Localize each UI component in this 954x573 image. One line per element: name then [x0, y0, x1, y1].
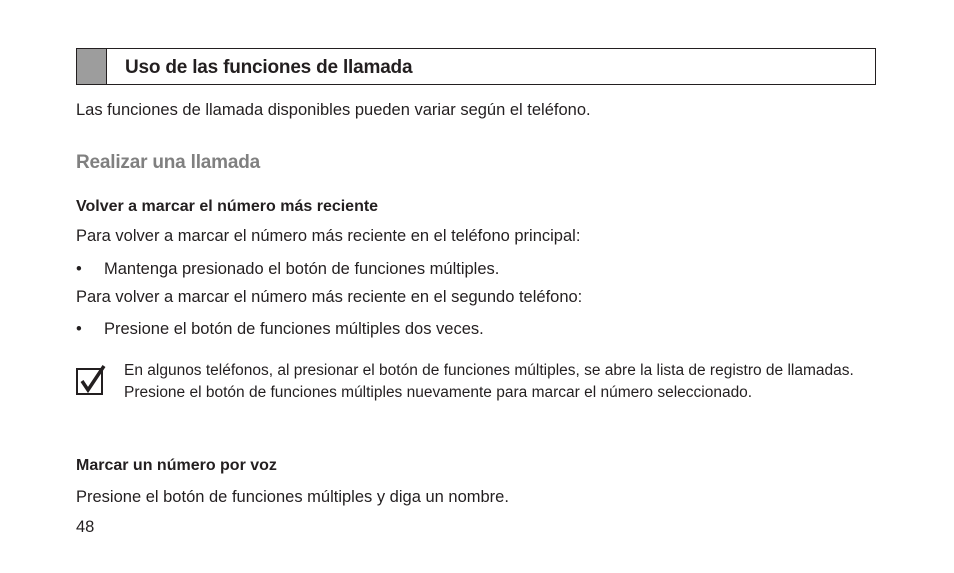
page-number: 48 — [76, 518, 95, 536]
section-header — [76, 48, 876, 85]
list-item — [76, 320, 484, 339]
redial-primary-bullet: Mantenga presionado el botón de funciones múltiples. — [104, 260, 500, 278]
checkmark-note-icon — [76, 364, 106, 396]
section-title: Realizar una llamada — [76, 152, 260, 173]
header-tab-marker — [77, 49, 107, 84]
note-text: En algunos teléfonos, al presionar el botón de funciones múltiples, se abre la lista de registro de llamadas. Presione el botón de funciones múltiples nuevamente para marcar el número seleccionado. — [124, 362, 854, 401]
bullet-mark: • — [76, 320, 82, 338]
list-item — [76, 260, 499, 279]
voice-text: Presione el botón de funciones múltiples y diga un nombre. — [76, 488, 509, 506]
voice-heading: Marcar un número por voz — [76, 457, 277, 474]
redial-primary-text: Para volver a marcar el número más reciente en el teléfono principal: — [76, 227, 581, 245]
intro-text: Las funciones de llamada disponibles pueden variar según el teléfono. — [76, 101, 591, 119]
redial-heading: Volver a marcar el número más reciente — [76, 198, 379, 215]
page-title: Uso de las funciones de llamada — [125, 57, 413, 78]
redial-secondary-text: Para volver a marcar el número más reciente en el segundo teléfono: — [76, 288, 583, 306]
redial-secondary-bullet: Presione el botón de funciones múltiples dos veces. — [104, 320, 484, 338]
bullet-mark: • — [76, 260, 82, 278]
